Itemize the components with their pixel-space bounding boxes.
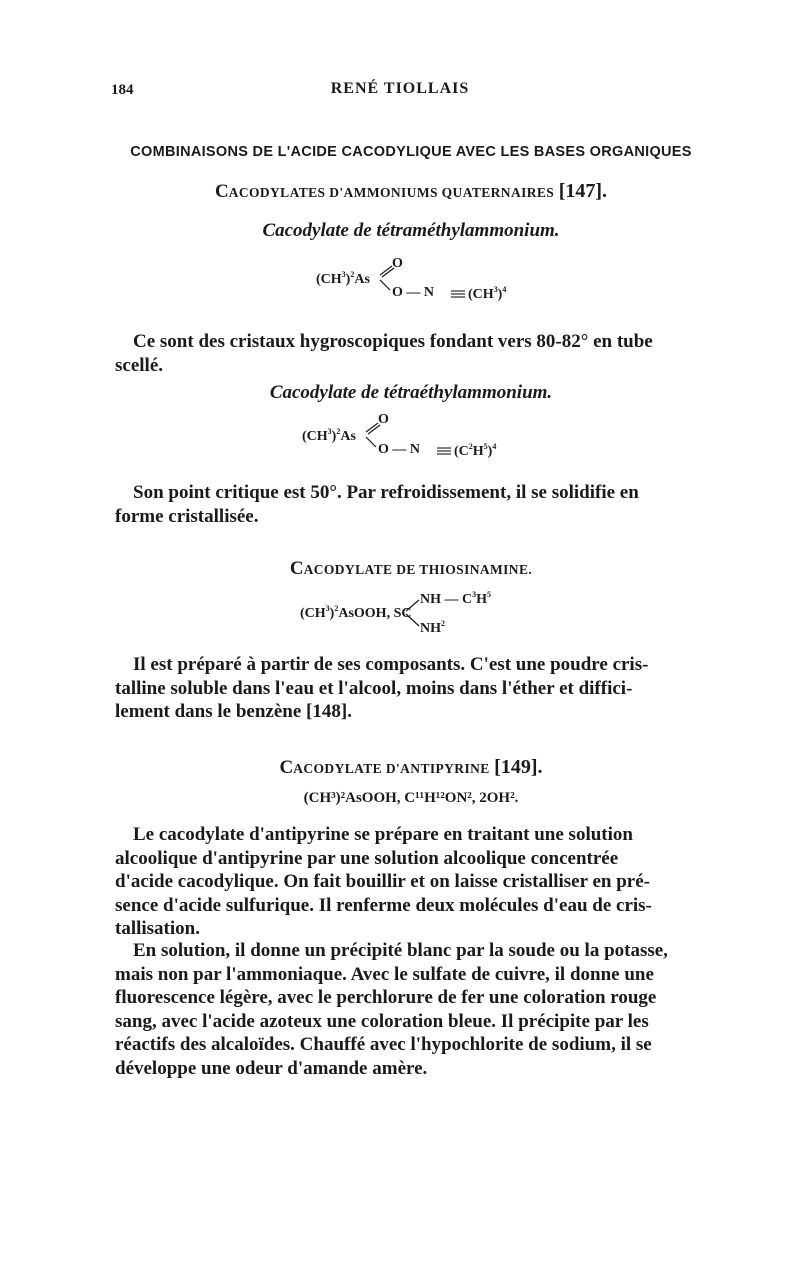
text-line: développe une odeur d'amande amère. [115,1057,428,1079]
subsection-heading-antipyrine [111,756,711,779]
text-line: alcoolique d'antipyrine par une solution alcoolique concentrée [115,847,619,869]
compound-title-tetramethyl: Cacodylate de tétraméthylammonium. [262,220,560,241]
text-line: tallisation. [115,918,200,939]
formula-n-group: O — N [392,285,434,300]
text-line: lement dans le benzène [148]. [115,701,352,722]
text-line: talline soluble dans l'eau et l'alcool, moins dans l'éther et diffici- [115,677,633,699]
section-title: COMBINAISONS DE L'ACIDE CACODYLIQUE AVEC LES BASES ORGANIQUES [130,144,692,160]
description-tetramethyl [115,330,700,377]
text-line: Le cacodylate d'antipyrine se prépare en traitant une solution [133,824,633,845]
formula-tetraethylammonium [302,412,562,464]
heading-initial: C [279,757,294,778]
text-line: sence d'acide sulfurique. Il renferme deux molécules d'eau de cris- [115,894,652,916]
page-number: 184 [111,82,134,98]
formula-left-group: $(CH^3)^2As$ [302,427,356,444]
heading-initial: C [214,181,229,202]
body-paragraph-reactions [115,939,700,1080]
formula-lower-branch: $NH^2$ [420,619,445,636]
formula-right-group: $(C^2H^5)^4$ [454,442,497,459]
text-line: scellé. [115,354,164,376]
formula-right-group: $(CH^3)^4$ [468,285,507,302]
text-line: En solution, il donne un précipité blanc par la soude ou la potasse, [133,940,668,961]
formula-upper-branch: NH — $C^3H^5$ [420,590,492,607]
text-line: forme cristallisée. [115,505,259,527]
formula-left-group: $(CH^3)^2As$ [316,270,370,287]
formula-double-bond-oxygen: O [378,412,389,427]
text-line: d'acide cacodylique. On fait bouillir et on laisse cristalliser en pré- [115,871,650,892]
text-line: mais non par l'ammoniaque. Avec le sulfate de cuivre, il donne une [115,963,654,985]
description-thiosinamine [115,653,700,724]
text-line: Son point critique est 50°. Par refroidissement, il se solidifie en [133,482,639,503]
subsection-heading-thiosinamine [111,558,711,580]
running-header-author: RENÉ TIOLLAIS [330,80,470,97]
formula-n-group: O — N [378,442,420,457]
description-tetraethyl [115,481,700,528]
text-line: fluorescence légère, avec le perchlorure de fer une coloration rouge [115,987,657,1008]
formula-tetramethylammonium [316,256,556,306]
reference-149: [149]. [494,756,543,778]
formula-antipyrine: (CH³)²AsOOH, C¹¹H¹²ON², 2OH². [303,790,519,806]
heading-text: ACODYLATE DE THIOSINAMINE. [303,562,533,577]
text-line: Ce sont des cristaux hygroscopiques fondant vers 80-82° en tube [133,331,653,352]
heading-initial: C [289,558,304,579]
reference-147: [147]. [558,180,608,202]
text-line: Il est préparé à partir de ses composants. C'est une poudre cris- [133,654,649,675]
heading-text: ACODYLATE D'ANTIPYRINE [293,761,490,776]
heading-text: ACODYLATES D'AMMONIUMS QUATERNAIRES [228,185,555,200]
formula-double-bond-oxygen: O [392,256,403,271]
subsection-heading-ammoniums [111,180,711,203]
formula-thiosinamine [300,590,540,640]
text-line: sang, avec l'acide azoteux une coloration bleue. Il précipite par les [115,1010,649,1032]
compound-title-tetraethyl: Cacodylate de tétraéthylammonium. [269,382,553,403]
body-paragraph-preparation [115,823,700,941]
formula-left-group: $(CH^3)^2AsOOH$, SC [300,604,412,621]
text-line: réactifs des alcaloïdes. Chauffé avec l'hypochlorite de sodium, il se [115,1034,652,1055]
